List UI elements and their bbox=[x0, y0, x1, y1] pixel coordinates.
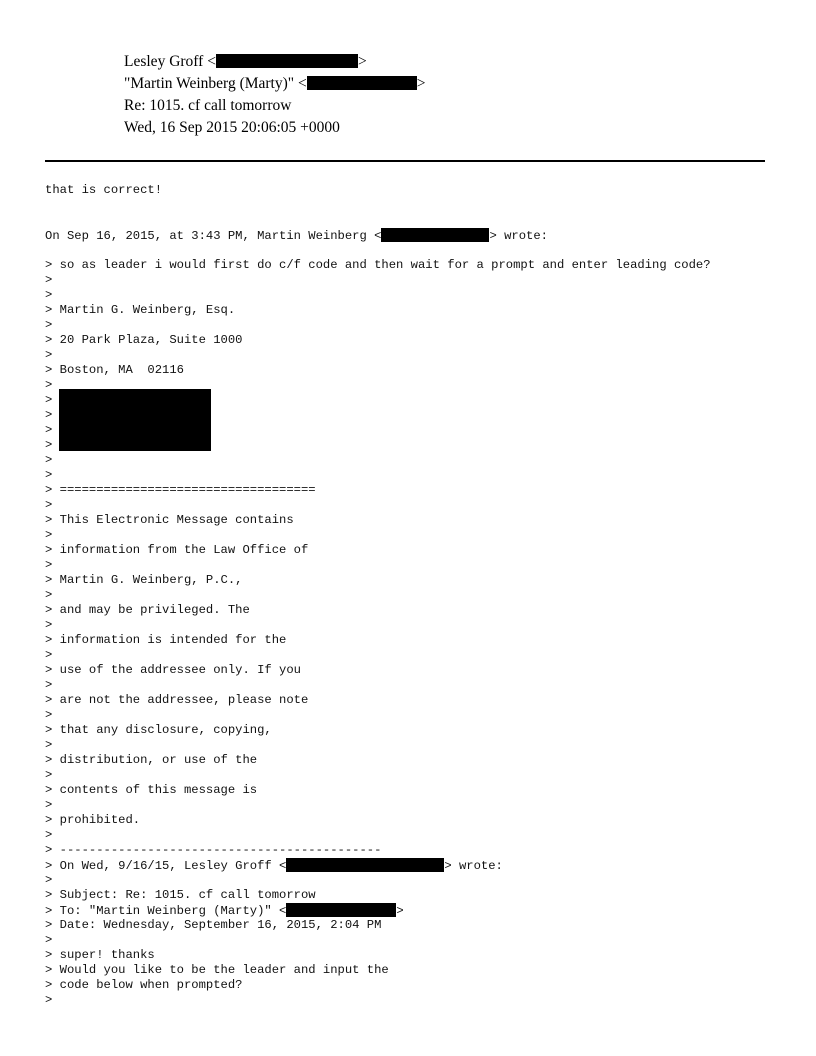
quote-marker: > bbox=[45, 828, 53, 842]
quote-marker: > bbox=[45, 498, 53, 512]
disclaimer-line: > and may be privileged. The bbox=[45, 603, 250, 617]
quote-marker: > bbox=[45, 648, 53, 662]
original-message-line: > code below when prompted? bbox=[45, 978, 243, 992]
to-close-bracket: > bbox=[416, 75, 426, 92]
disclaimer-line: > This Electronic Message contains bbox=[45, 513, 294, 527]
quote-marker: > bbox=[45, 738, 53, 752]
disclaimer-line: > use of the addressee only. If you bbox=[45, 663, 301, 677]
original-attribution-suffix: > wrote: bbox=[444, 859, 503, 873]
dash-separator: > -------------------------------------------- bbox=[45, 843, 382, 857]
quote-marker: > bbox=[45, 873, 53, 887]
redacted-contact-block bbox=[59, 389, 211, 451]
quote-marker: > bbox=[45, 348, 53, 362]
redacted-email-block bbox=[286, 903, 396, 917]
quote-marker: > bbox=[45, 528, 53, 542]
original-message-line: > super! thanks bbox=[45, 948, 155, 962]
signature-address: > 20 Park Plaza, Suite 1000 bbox=[45, 333, 243, 347]
to-name: "Martin Weinberg (Marty)" < bbox=[124, 75, 307, 92]
attribution-suffix: > wrote: bbox=[489, 229, 548, 243]
quote-marker: > bbox=[45, 588, 53, 602]
disclaimer-line: > that any disclosure, copying, bbox=[45, 723, 272, 737]
quote-marker: > bbox=[45, 768, 53, 782]
disclaimer-line: > information from the Law Office of bbox=[45, 543, 309, 557]
disclaimer-line: > Martin G. Weinberg, P.C., bbox=[45, 573, 243, 587]
original-to-suffix: > bbox=[396, 904, 404, 918]
to-value bbox=[124, 74, 425, 94]
quote-marker: > bbox=[45, 708, 53, 722]
quote-marker: > bbox=[45, 423, 53, 437]
quote-marker: > bbox=[45, 468, 53, 482]
original-to bbox=[45, 903, 404, 918]
attribution-line bbox=[45, 228, 548, 243]
original-message-line: > Would you like to be the leader and input the bbox=[45, 963, 389, 977]
quote-marker: > bbox=[45, 288, 53, 302]
quote-question: > so as leader i would first do c/f code and then wait for a prompt and enter leading code? bbox=[45, 258, 711, 272]
disclaimer-line: > prohibited. bbox=[45, 813, 141, 827]
redacted-email-block bbox=[216, 54, 358, 68]
redacted-email-block bbox=[286, 858, 444, 872]
from-close-bracket: > bbox=[357, 53, 367, 70]
quote-marker: > bbox=[45, 933, 53, 947]
quote-marker: > bbox=[45, 438, 53, 452]
quote-marker: > bbox=[45, 618, 53, 632]
disclaimer-line: > are not the addressee, please note bbox=[45, 693, 309, 707]
signature-city: > Boston, MA 02116 bbox=[45, 363, 184, 377]
original-attribution-prefix: > On Wed, 9/16/15, Lesley Groff < bbox=[45, 859, 287, 873]
from-name: Lesley Groff < bbox=[124, 53, 216, 70]
quote-marker: > bbox=[45, 798, 53, 812]
quote-marker: > bbox=[45, 993, 53, 1007]
reply-text: that is correct! bbox=[45, 183, 163, 197]
original-to-prefix: > To: "Martin Weinberg (Marty)" < bbox=[45, 904, 287, 918]
disclaimer-line: > contents of this message is bbox=[45, 783, 258, 797]
from-value bbox=[124, 52, 367, 72]
signature-name: > Martin G. Weinberg, Esq. bbox=[45, 303, 236, 317]
original-subject: > Subject: Re: 1015. cf call tomorrow bbox=[45, 888, 316, 902]
quote-marker: > bbox=[45, 678, 53, 692]
disclaimer-line: > information is intended for the bbox=[45, 633, 287, 647]
original-attribution bbox=[45, 858, 503, 873]
date-value: Wed, 16 Sep 2015 20:06:05 +0000 bbox=[124, 119, 340, 136]
disclaimer-line: > distribution, or use of the bbox=[45, 753, 258, 767]
quote-marker: > bbox=[45, 558, 53, 572]
quote-marker: > bbox=[45, 393, 53, 407]
quote-marker: > bbox=[45, 318, 53, 332]
quote-marker: > bbox=[45, 408, 53, 422]
separator-line: > =================================== bbox=[45, 483, 316, 497]
quote-marker: > bbox=[45, 273, 53, 287]
header-divider bbox=[45, 160, 765, 162]
original-date: > Date: Wednesday, September 16, 2015, 2:04 PM bbox=[45, 918, 382, 932]
quote-marker: > bbox=[45, 378, 53, 392]
quote-marker: > bbox=[45, 453, 53, 467]
redacted-email-block bbox=[307, 76, 417, 90]
attribution-prefix: On Sep 16, 2015, at 3:43 PM, Martin Weinberg < bbox=[45, 229, 382, 243]
subject-value: Re: 1015. cf call tomorrow bbox=[124, 97, 292, 114]
redacted-email-block bbox=[381, 228, 489, 242]
